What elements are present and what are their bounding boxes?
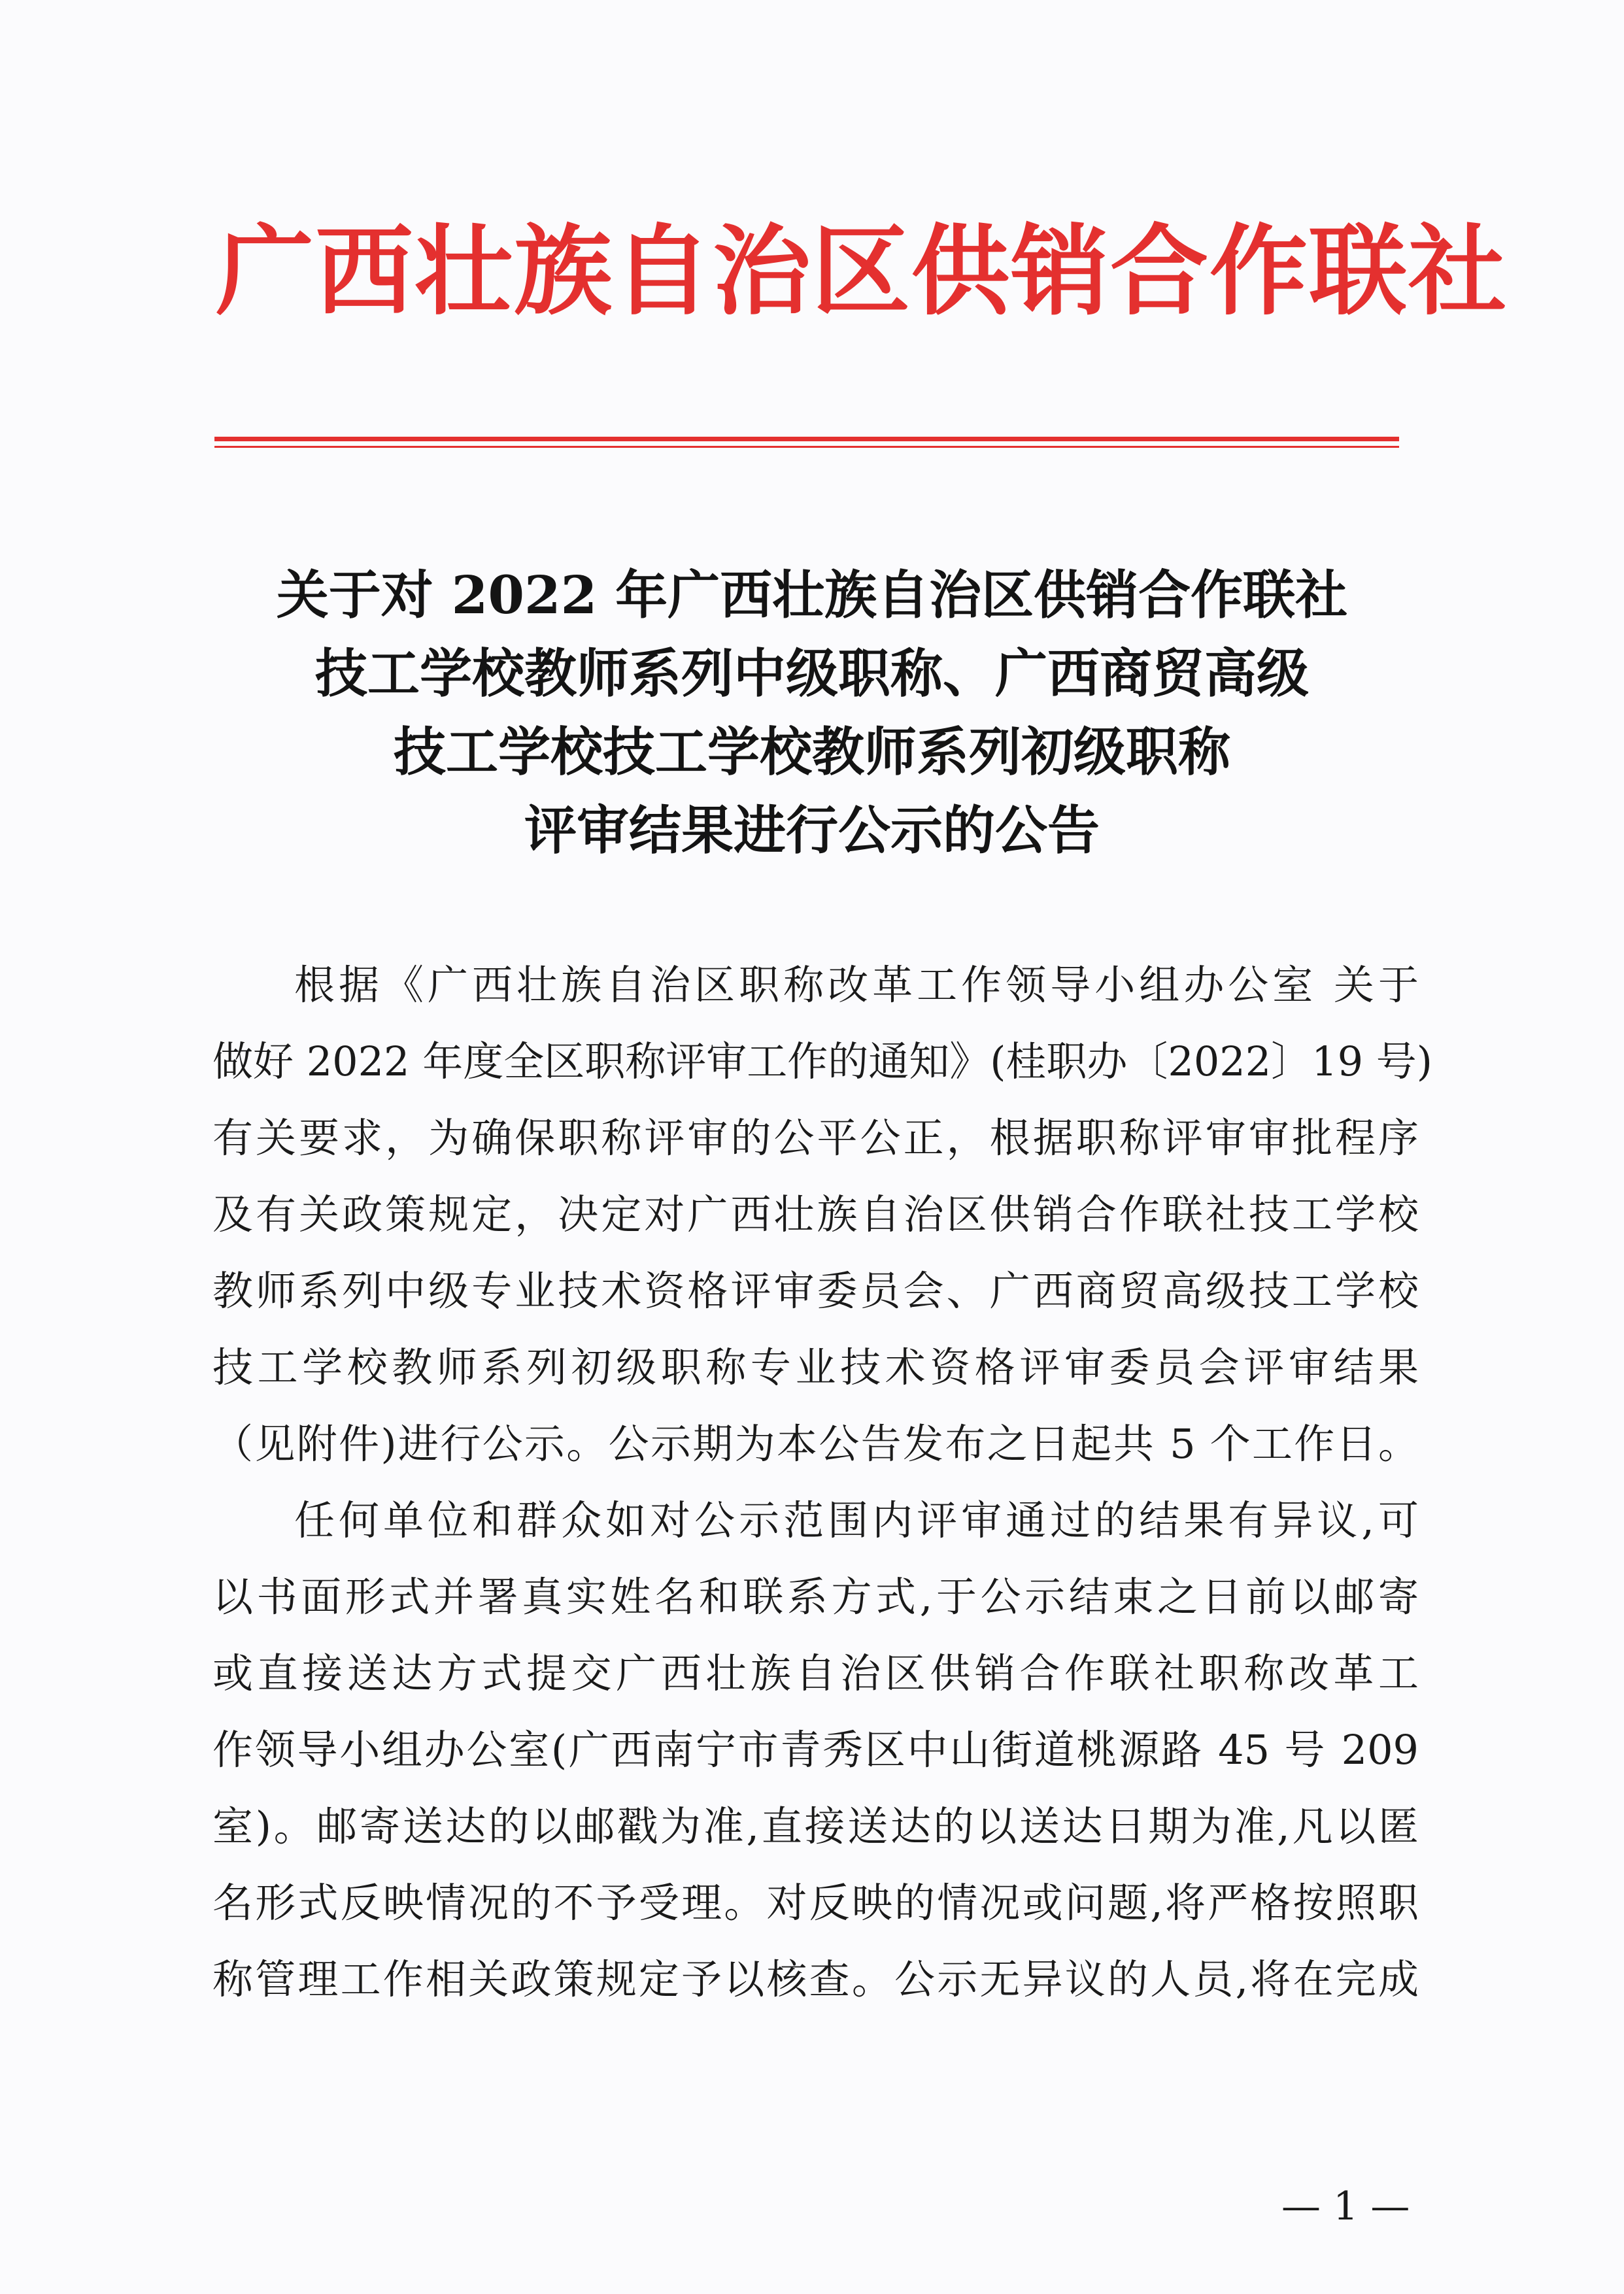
header-rule-thin [214,446,1399,448]
body-line: 称管理工作相关政策规定予以核查。公示无异议的人员,将在完成 [212,1955,1419,2003]
body-line: （见附件)进行公示。公示期为本公告发布之日起共 5 个工作日。 [212,1420,1419,1468]
document-body [212,947,1432,2017]
title-line: 关于对 2022 年广西壮族自治区供销合作联社 [276,564,1348,626]
title-line: 技工学校技工学校教师系列初级职称 [394,721,1230,783]
header-rule-thick [214,437,1399,441]
body-line: 室)。邮寄送达的以邮戳为准,直接送达的以送达日期为准,凡以匿 [212,1802,1419,1850]
body-line: 任何单位和群众如对公示范围内评审通过的结果有异议,可 [294,1496,1419,1544]
body-line: 做好 2022 年度全区职称评审工作的通知》(桂职办〔2022〕19 号) [212,1037,1432,1085]
body-line: 及有关政策规定，决定对广西壮族自治区供销合作联社技工学校 [212,1190,1419,1238]
title-line: 技工学校教师系列中级职称、广西商贸高级 [315,643,1309,704]
body-line: 名形式反映情况的不予受理。对反映的情况或问题,将严格按照职 [212,1879,1419,1927]
body-line: 作领导小组办公室(广西南宁市青秀区中山街道桃源路 45 号 209 [212,1726,1419,1774]
page-number: — 1 — [1281,2184,1410,2229]
document-title [163,556,1461,869]
body-line: 教师系列中级专业技术资格评审委员会、广西商贸高级技工学校 [212,1267,1419,1315]
body-line: 技工学校教师系列初级职称专业技术资格评审委员会评审结果 [212,1343,1419,1391]
body-line: 以书面形式并署真实姓名和联系方式,于公示结束之日前以邮寄 [212,1573,1419,1621]
title-line: 评审结果进行公示的公告 [524,800,1100,861]
body-line: 有关要求，为确保职称评审的公平公正，根据职称评审审批程序 [212,1114,1419,1162]
organization-header: 广西壮族自治区供销合作联社 [216,214,1508,329]
body-line: 根据《广西壮族自治区职称改革工作领导小组办公室 关于 [294,961,1419,1009]
body-line: 或直接送达方式提交广西壮族自治区供销合作联社职称改革工 [212,1649,1419,1697]
